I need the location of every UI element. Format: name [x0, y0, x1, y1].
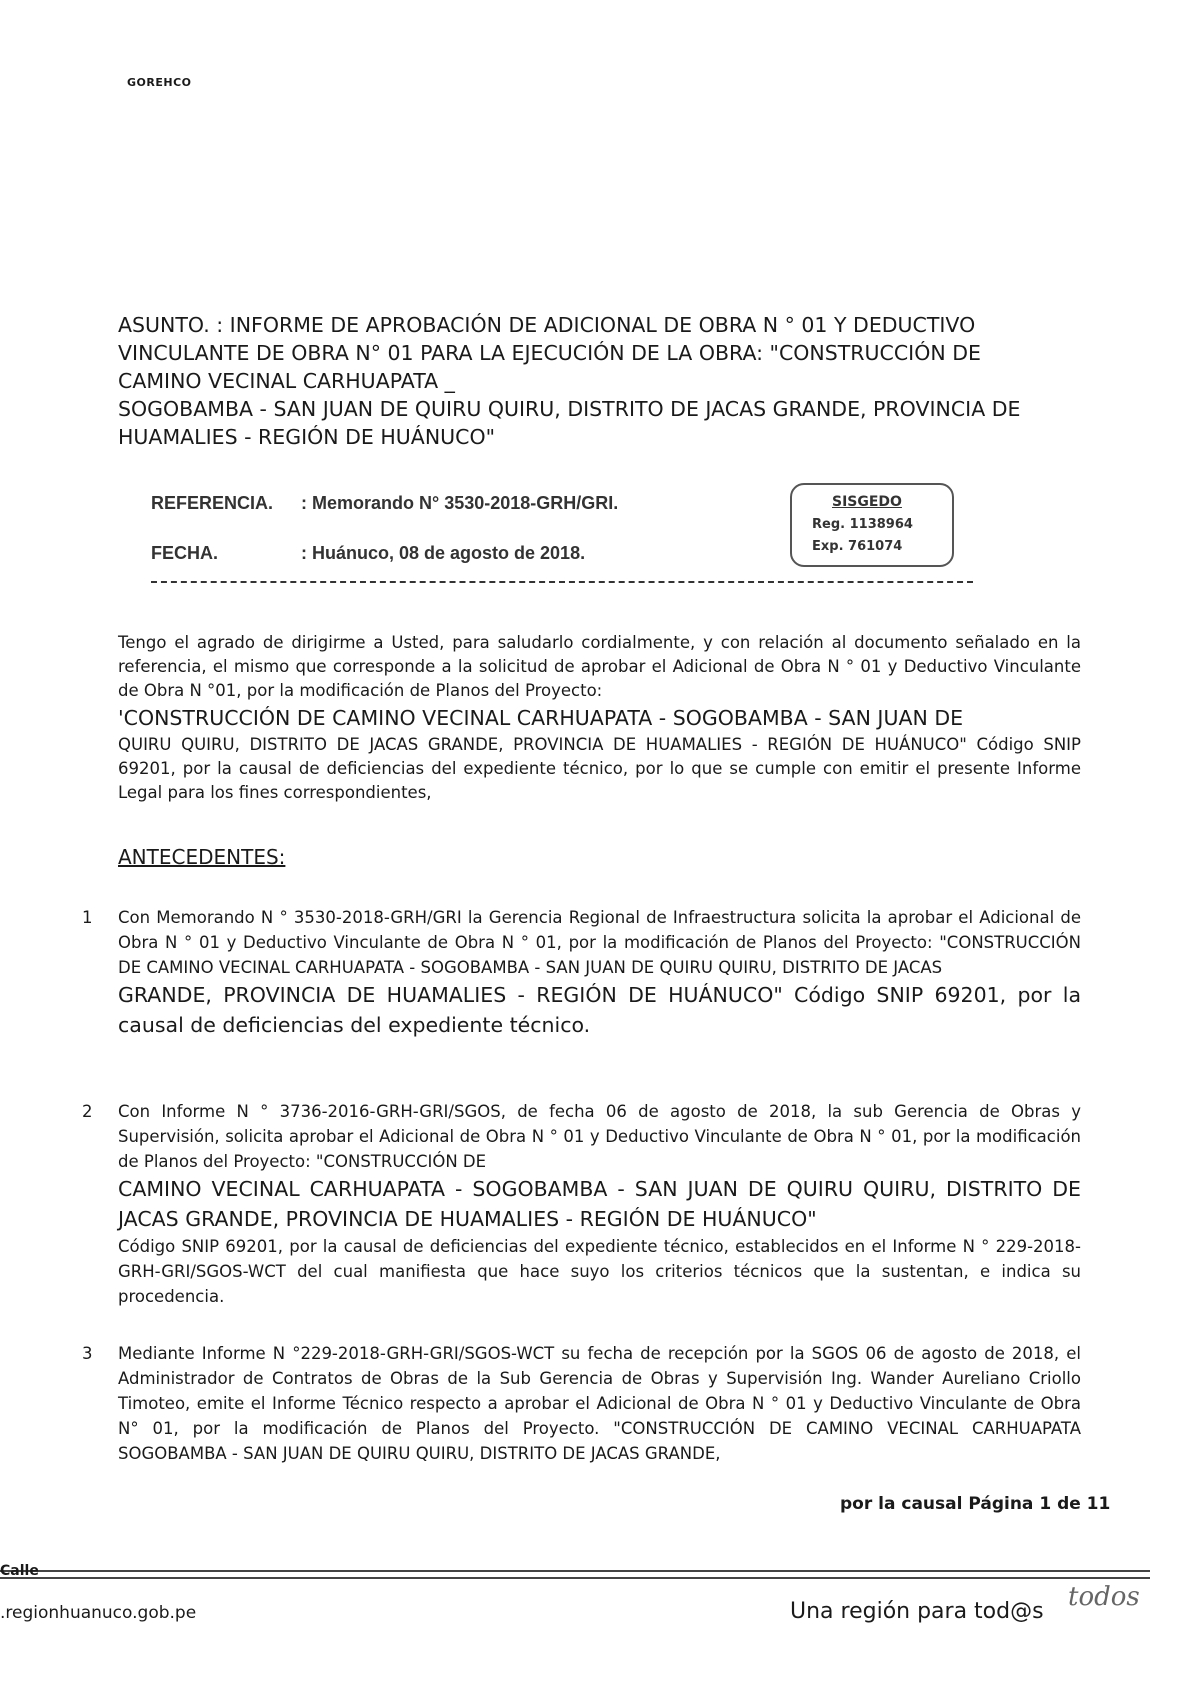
item-text: Con Memorando N ° 3530-2018-GRH/GRI la Gerencia Regional de Infraestructura solicita la aprobar el Adicional de Obra N ° 01 y Deductivo Vinculante de Obra N ° 01, por la modificación de Planos del Proyecto: "CONSTRUCCIÓN DE CAMINO VECINAL CARHUAPATA - SOGOBAMBA - SAN JUAN DE QUIRU QUIRU, DISTRITO DE JACAS: [118, 908, 1081, 977]
footer-website: .regionhuanuco.gob.pe: [0, 1603, 197, 1623]
item-body: [118, 1099, 1081, 1309]
stamp-exp: Exp. 761074: [812, 539, 903, 554]
intro-project-title: 'CONSTRUCCIÓN DE CAMINO VECINAL CARHUAPATA - SOGOBAMBA - SAN JUAN DE: [118, 706, 964, 730]
item-body: [118, 1341, 1081, 1466]
header-org: GOREHCO: [127, 76, 192, 89]
dashed-divider: [151, 581, 973, 583]
item-text: Mediante Informe N °229-2018-GRH-GRI/SGOS-WCT su fecha de recepción por la SGOS 06 de agosto de 2018, el Administrador de Contratos de Obras de la Sub Gerencia de Obras y Supervisión Ing. Wander Aureliano Criollo Timoteo, emite el Informe Técnico respecto a aprobar el Adicional de Obra N ° 01 y Deductivo Vinculante de Obra N° 01, por la modificación de Planos del Proyecto. "CONSTRUCCIÓN DE CAMINO VECINAL CARHUAPATA SOGOBAMBA - SAN JUAN DE QUIRU QUIRU, DISTRITO DE JACAS GRANDE,: [118, 1344, 1081, 1463]
sisgedo-stamp: [790, 483, 954, 567]
intro-text: Tengo el agrado de dirigirme a Usted, para saludarlo cordialmente, y con relación al documento señalado en la referencia, el mismo que corresponde a la solicitud de aprobar el Adicional de Obra N ° 01 y Deductivo Vinculante de Obra N °01, por la modificación de Planos del Proyecto:: [118, 633, 1081, 700]
asunto-block: [118, 311, 1081, 451]
antecedentes-heading: ANTECEDENTES:: [118, 845, 286, 869]
stamp-title: SISGEDO: [832, 494, 902, 510]
asunto-line: HUAMALIES - REGIÓN DE HUÁNUCO": [118, 425, 496, 449]
referencia-value: : Memorando N° 3530-2018-GRH/GRI.: [301, 493, 619, 513]
footer-address: Calle: [0, 1563, 39, 1579]
fecha-row: [151, 543, 585, 564]
intro-text-continued: QUIRU QUIRU, DISTRITO DE JACAS GRANDE, PROVINCIA DE HUAMALIES - REGIÓN DE HUÁNUCO" Código SNIP 69201, por la causal de deficiencias del expediente técnico, por lo que se cumple con emitir el presente Informe Legal para los fines correspondientes,: [118, 735, 1081, 802]
item-body: [118, 905, 1081, 1040]
asunto-line: ASUNTO. : INFORME DE APROBACIÓN DE ADICIONAL DE OBRA N ° 01 Y DEDUCTIVO: [118, 313, 976, 337]
footer-rule: [0, 1570, 1150, 1572]
footer-slogan: Una región para tod@s: [790, 1599, 1044, 1624]
item-text-tail: Código SNIP 69201, por la causal de deficiencias del expediente técnico, establecidos en el Informe N ° 229-2018-GRH-GRI/SGOS-WCT del cual manifiesta que hace suyo los criterios técnicos que la sustentan, e indica su procedencia.: [118, 1237, 1081, 1306]
fecha-label: FECHA.: [151, 543, 218, 563]
intro-paragraph: [118, 631, 1081, 805]
asunto-line: SOGOBAMBA - SAN JUAN DE QUIRU QUIRU, DISTRITO DE JACAS GRANDE, PROVINCIA DE: [118, 397, 1021, 421]
referencia-label: REFERENCIA.: [151, 493, 274, 513]
page-number: por la causal Página 1 de 11: [840, 1494, 1111, 1514]
item-number: 3: [82, 1344, 93, 1363]
referencia-row: [151, 493, 618, 514]
footer-rule: [0, 1577, 1150, 1579]
footer-logo: todos: [1068, 1582, 1140, 1612]
item-number: 2: [82, 1102, 93, 1121]
asunto-line: VINCULANTE DE OBRA N° 01 PARA LA EJECUCIÓN DE LA OBRA: "CONSTRUCCIÓN DE: [118, 341, 981, 365]
asunto-line: CAMINO VECINAL CARHUAPATA _: [118, 369, 455, 393]
item-text: Con Informe N ° 3736-2016-GRH-GRI/SGOS, de fecha 06 de agosto de 2018, la sub Gerencia de Obras y Supervisión, solicita aprobar el Adicional de Obra N ° 01 y Deductivo Vinculante de Obra N ° 01, por la modificación de Planos del Proyecto: "CONSTRUCCIÓN DE: [118, 1102, 1081, 1171]
stamp-reg: Reg. 1138964: [812, 517, 913, 532]
item-number: 1: [82, 908, 93, 927]
fecha-value: : Huánuco, 08 de agosto de 2018.: [301, 543, 586, 563]
item-text-large: GRANDE, PROVINCIA DE HUAMALIES - REGIÓN DE HUÁNUCO" Código SNIP 69201, por la causal de deficiencias del expediente técnico.: [118, 983, 1081, 1037]
item-text-large: CAMINO VECINAL CARHUAPATA - SOGOBAMBA - SAN JUAN DE QUIRU QUIRU, DISTRITO DE JACAS GRANDE, PROVINCIA DE HUAMALIES - REGIÓN DE HUÁNUCO": [118, 1177, 1081, 1231]
